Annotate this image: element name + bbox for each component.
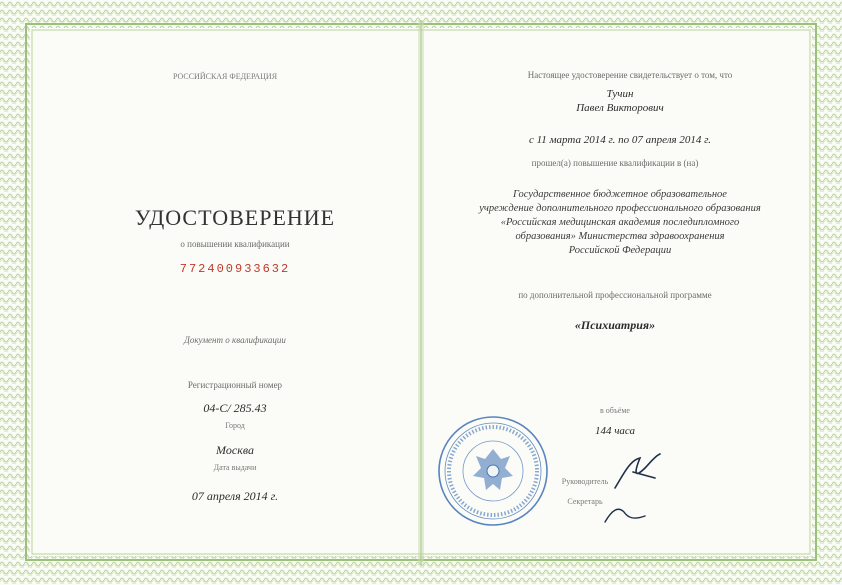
subtitle: о повышении квалификации <box>180 239 290 249</box>
passed-label: прошел(а) повышение квалификации в (на) <box>531 158 699 168</box>
country-label: РОССИЙСКАЯ ФЕДЕРАЦИЯ <box>172 72 278 81</box>
doc-note: Документ о квалификации <box>184 335 286 345</box>
signature-mark <box>605 450 665 495</box>
program-label: по дополнительной профессиональной программе <box>518 290 712 300</box>
program-name: «Психиатрия» <box>574 318 656 332</box>
sig2-label: Секретарь <box>567 497 603 506</box>
official-seal <box>436 414 550 528</box>
org-line: «Российская медицинская академия последипломного <box>500 217 740 228</box>
org-line: Государственное бюджетное образовательное <box>513 189 727 200</box>
hours: 144 часа <box>594 425 636 437</box>
name-last: Тучин <box>606 88 634 100</box>
date-label: Дата выдачи <box>213 463 257 472</box>
page-title: УДОСТОВЕРЕНИЕ <box>134 205 336 230</box>
volume-label: в объёме <box>600 406 630 415</box>
training-period: с 11 марта 2014 г. по 07 апреля 2014 г. <box>528 134 712 146</box>
org-line: образования» Министерства здравоохранения <box>515 231 725 242</box>
reg-label: Регистрационный номер <box>187 380 283 390</box>
signature-mark <box>600 500 650 530</box>
city-label: Город <box>225 421 245 430</box>
org-line: учреждение дополнительного профессионального образования <box>479 203 761 214</box>
name-first: Павел Викторович <box>576 102 664 114</box>
intro-text: Настоящее удостоверение свидетельствует о том, что <box>527 70 733 80</box>
serial-number: 772400933632 <box>179 262 291 276</box>
sig1-label: Руководитель <box>561 477 609 486</box>
city: Москва <box>216 443 254 457</box>
issue-date: 07 апреля 2014 г. <box>191 489 279 503</box>
org-line: Российской Федерации <box>568 245 672 256</box>
reg-number: 04-С/ 285.43 <box>203 401 267 415</box>
organization-name <box>440 188 800 258</box>
